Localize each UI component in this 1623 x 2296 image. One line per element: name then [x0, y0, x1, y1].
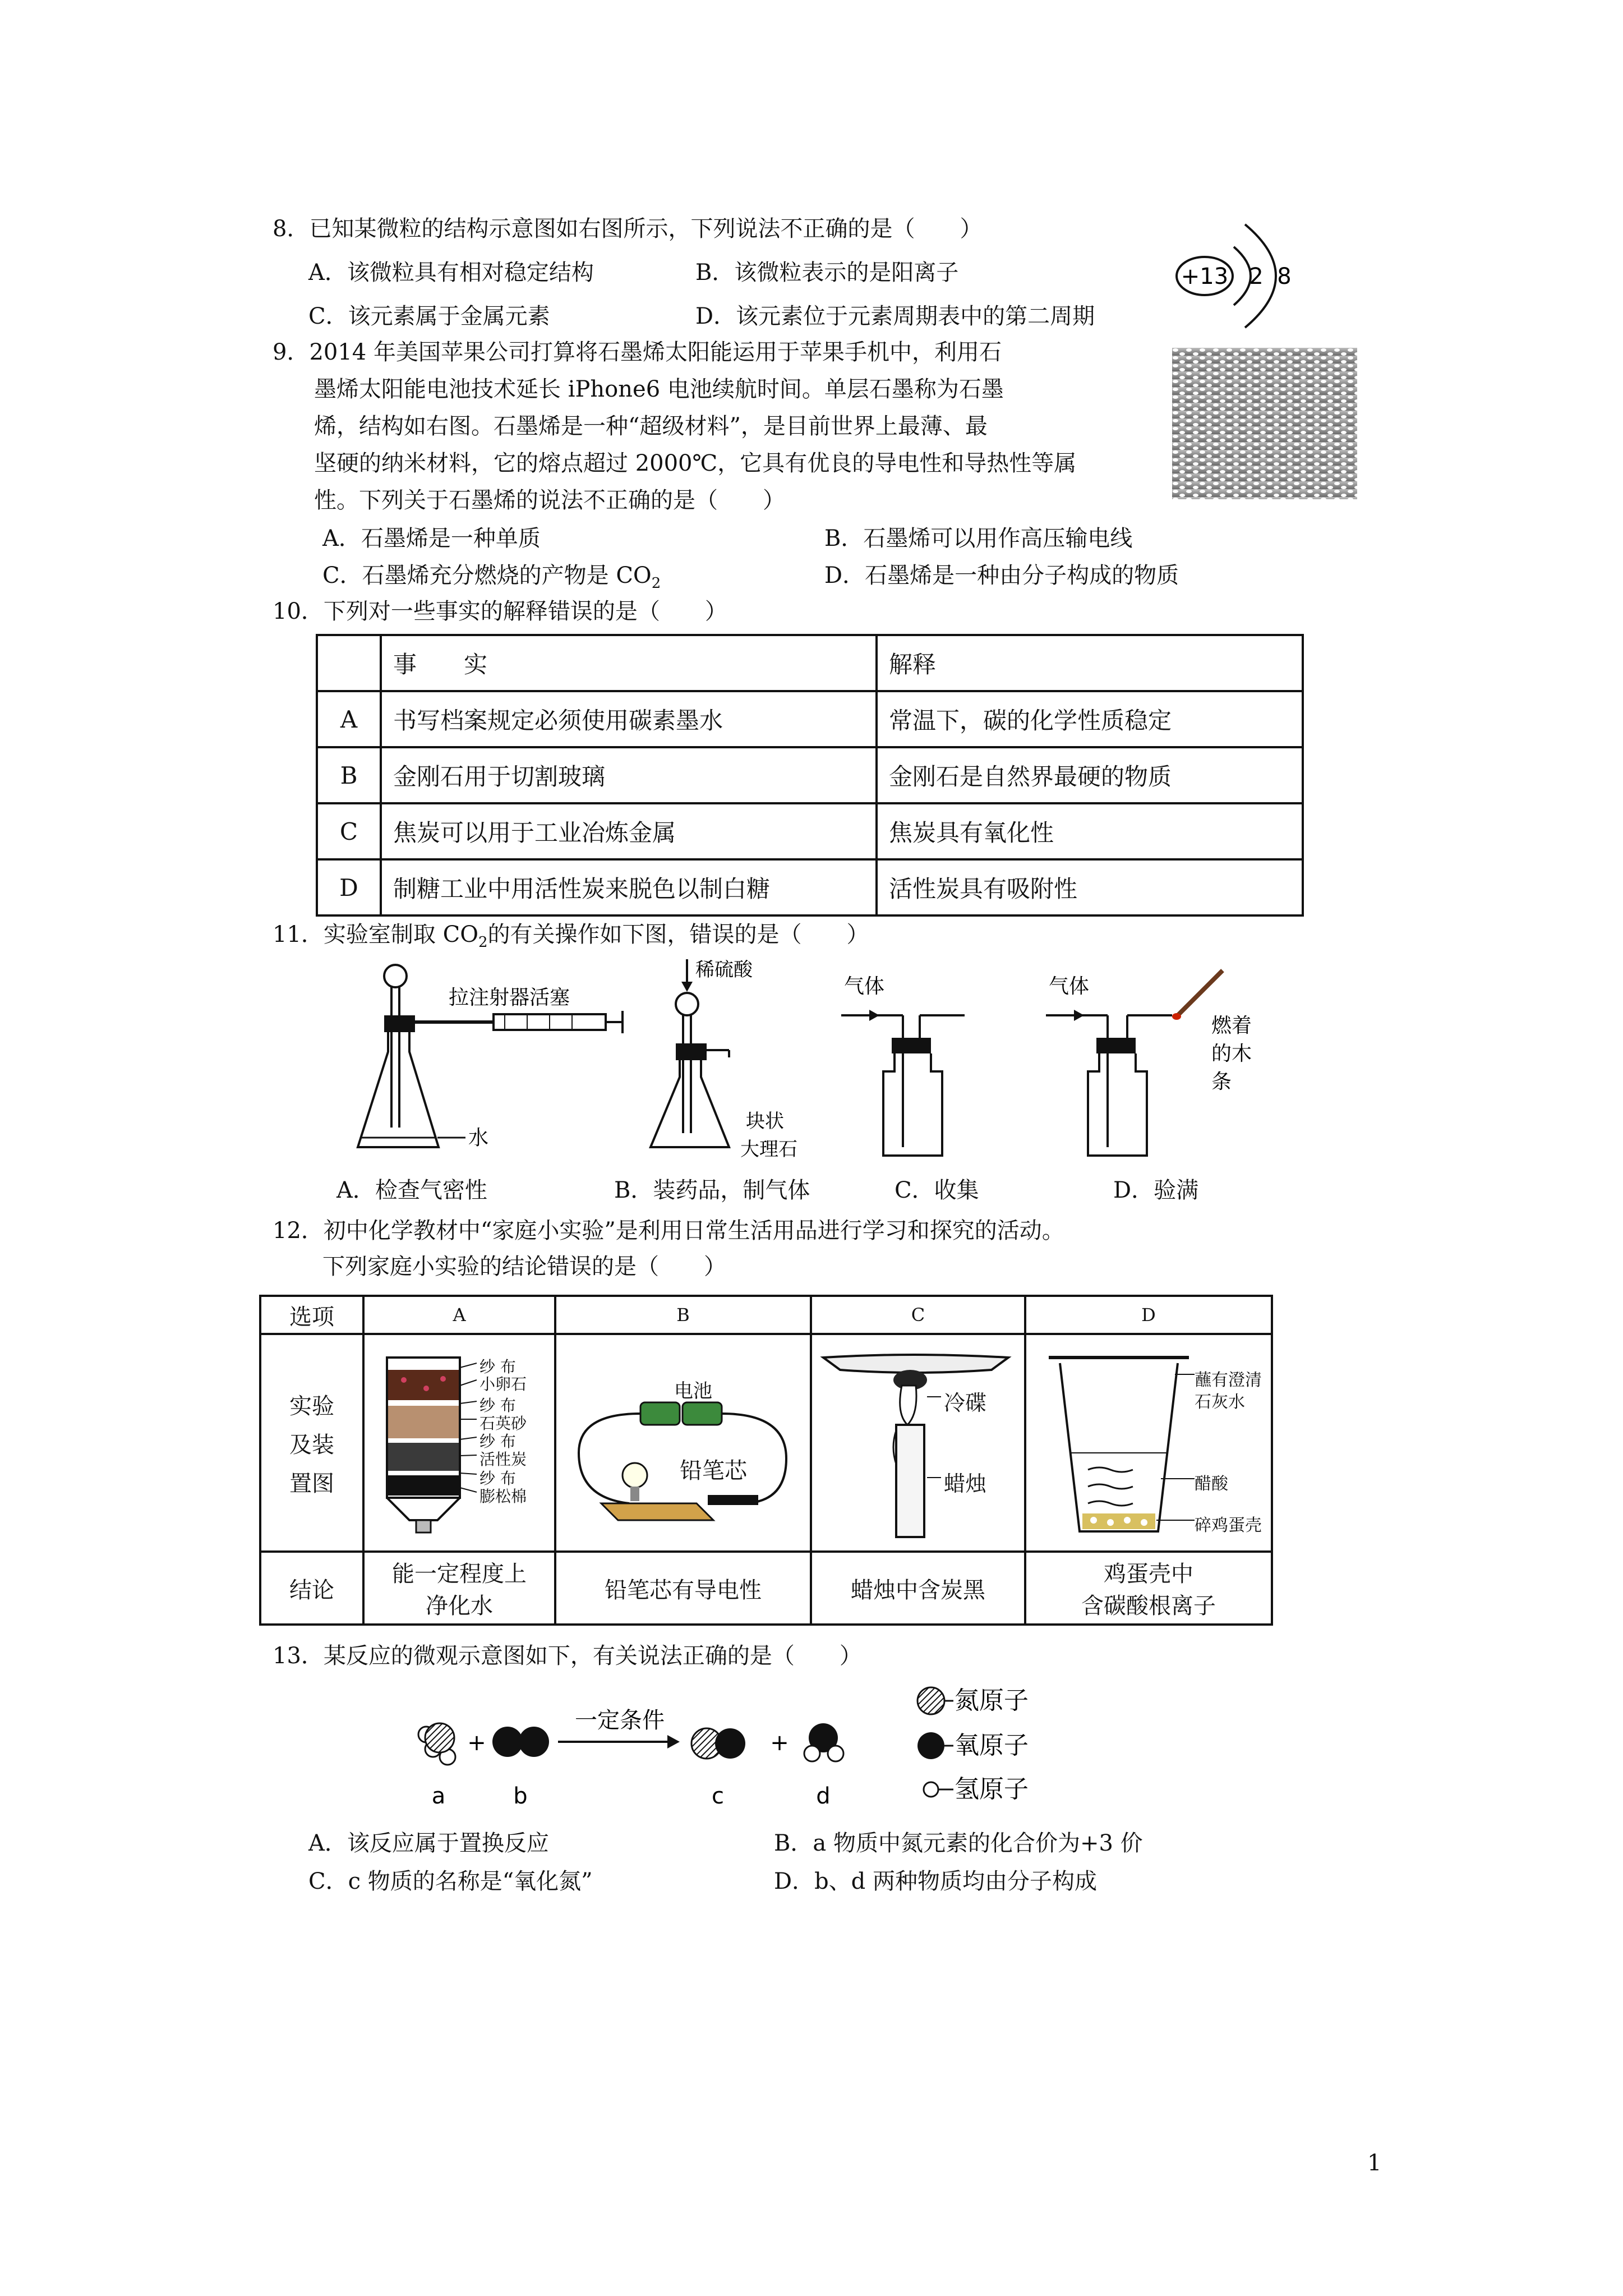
table-cell-fact: 金刚石用于切割玻璃 [381, 747, 877, 803]
stick-label-1: 燃着 [1211, 1014, 1252, 1037]
q13-option-b: B．a 物质中氮元素的化合价为+3 价 [774, 1830, 1143, 1856]
gas-d-label: 气体 [1049, 975, 1090, 998]
marble-label-2: 大理石 [740, 1138, 797, 1161]
limewater-label-2: 石灰水 [1195, 1392, 1245, 1412]
conclusion-line: 蜡烛中含炭黑 [851, 1577, 985, 1603]
water-filter-image [365, 1335, 554, 1550]
q11-stem: 11．实验室制取 $CO_2$的有关操作如下图，错误的是（ ） [273, 922, 869, 951]
filter-label: 纱 布 [479, 1432, 516, 1451]
q11-caption-c: C．收集 [895, 1177, 979, 1203]
candle-label: 蜡烛 [944, 1471, 987, 1496]
table-cell-explanation: 常温下，碳的化学性质稳定 [877, 691, 1303, 747]
molecule-c [691, 1728, 745, 1759]
limewater-label-1: 蘸有澄清 [1195, 1370, 1262, 1390]
conclusion-c [811, 1552, 1025, 1625]
conclusion-a [363, 1552, 555, 1625]
table-cell-fact: 焦炭可以用于工业冶炼金属 [381, 803, 877, 859]
experiment-a-filter [363, 1334, 555, 1552]
table-header-a: A [363, 1296, 555, 1334]
experiment-d-eggshell [1025, 1334, 1272, 1552]
q9-line-4: 坚硬的纳米材料，它的熔点超过 2000℃，它具有优良的导电性和导热性等属 [314, 450, 1077, 476]
filter-label: 膨松棉 [479, 1487, 527, 1506]
table-cell-fact: 书写档案规定必须使用碳素墨水 [381, 691, 877, 747]
filter-label: 纱 布 [479, 1396, 516, 1415]
conclusion-line: 铅笔芯有导电性 [605, 1577, 762, 1603]
conclusion-line: 能一定程度上 [392, 1561, 527, 1587]
filter-label: 石英砂 [479, 1414, 527, 1433]
q8-option-a: A．该微粒具有相对稳定结构 [308, 260, 594, 286]
conclusion-line: 含碳酸根离子 [1081, 1593, 1216, 1619]
legend-nitrogen: 氮原子 [955, 1686, 1029, 1715]
filter-label: 纱 布 [479, 1469, 516, 1488]
q13-option-a: A．该反应属于置换反应 [308, 1830, 549, 1856]
label-c: c [712, 1783, 724, 1809]
q10-fact-table [316, 634, 1304, 917]
label-b: b [513, 1783, 528, 1809]
table-cell [317, 635, 381, 691]
q11-caption-d: D．验满 [1113, 1177, 1199, 1203]
legend-hydrogen: 氢原子 [955, 1775, 1029, 1803]
experiment-c-candle [811, 1334, 1025, 1552]
table-header-c: C [811, 1296, 1025, 1334]
table-header-option: 选项 [260, 1296, 363, 1334]
cold-plate-label: 冷碟 [944, 1391, 987, 1415]
q8-option-c: C．该元素属于金属元素 [308, 303, 550, 329]
acid-label: 稀硫酸 [695, 959, 753, 981]
page-number: 1 [1367, 2150, 1382, 2176]
stick-label-2: 的木 [1211, 1042, 1252, 1065]
q9-line-3: 烯，结构如右图。石墨烯是一种“超级材料”，是目前世界上最薄、最 [314, 413, 988, 439]
q8-option-d: D．该元素位于元素周期表中的第二周期 [695, 303, 1095, 329]
experiment-b-circuit [555, 1334, 811, 1552]
plus-sign: + [467, 1730, 486, 1756]
q13-stem: 13．某反应的微观示意图如下，有关说法正确的是（ ） [273, 1643, 862, 1669]
eggshell-label: 碎鸡蛋壳 [1195, 1516, 1262, 1535]
reaction-micro-diagram [393, 1677, 1094, 1829]
q8-stem: 8．已知某微粒的结构示意图如右图所示，下列说法不正确的是（ ） [273, 216, 983, 242]
conclusion-line: 净化水 [426, 1593, 493, 1619]
vinegar-label: 醋酸 [1195, 1474, 1228, 1494]
q9-line-5: 性。下列关于石墨烯的说法不正确的是（ ） [314, 487, 785, 513]
conclusion-line: 鸡蛋壳中 [1104, 1561, 1193, 1587]
table-row [317, 747, 1303, 803]
row-label-line: 置图 [289, 1470, 334, 1497]
apparatus-a [358, 965, 623, 1149]
row-label-experiment [260, 1334, 363, 1552]
filter-label: 活性炭 [479, 1450, 527, 1469]
table-cell-fact: 制糖工业中用活性炭来脱色以制白糖 [381, 859, 877, 915]
q12-stem-line-2: 下列家庭小实验的结论错误的是（ ） [322, 1254, 726, 1280]
q9-option-c: C．石墨烯充分燃烧的产物是 $CO_2$ [322, 563, 661, 592]
q10-stem: 10．下列对一些事实的解释错误的是（ ） [273, 599, 727, 624]
q11-caption-a: A．检查气密性 [336, 1177, 487, 1203]
pencil-circuit-image [556, 1335, 810, 1550]
table-cell-explanation: 金刚石是自然界最硬的物质 [877, 747, 1303, 803]
table-cell-option: C [317, 803, 381, 859]
plus-sign: + [770, 1730, 789, 1756]
apparatus-b [651, 959, 797, 1161]
nucleus-charge: +13 [1181, 264, 1229, 289]
atomic-structure-diagram [1172, 213, 1318, 342]
filter-label: 小卵石 [479, 1375, 527, 1393]
table-header-d: D [1025, 1296, 1272, 1334]
molecule-b [492, 1727, 549, 1757]
apparatus-c [841, 975, 965, 1156]
conclusion-b [555, 1552, 811, 1625]
molecule-d [804, 1723, 843, 1761]
q9-line-2: 墨烯太阳能电池技术延长 iPhone6 电池续航时间。单层石墨称为石墨 [314, 376, 1004, 402]
table-row [317, 691, 1303, 747]
table-cell-option: A [317, 691, 381, 747]
table-row [260, 1296, 1272, 1334]
marble-label-1: 块状 [746, 1110, 784, 1133]
q9-option-d: D．石墨烯是一种由分子构成的物质 [824, 563, 1179, 588]
table-row [260, 1552, 1272, 1625]
syringe-label: 拉注射器活塞 [449, 986, 570, 1009]
q11-caption-b: B．装药品，制气体 [614, 1177, 810, 1203]
row-label-conclusion: 结论 [260, 1552, 363, 1625]
table-header-explanation: 解释 [877, 635, 1303, 691]
pencil-lead-label: 铅笔芯 [680, 1458, 747, 1484]
row-label-line: 实验 [289, 1393, 334, 1419]
label-a: a [431, 1783, 446, 1809]
graphene-structure-image [1172, 348, 1357, 499]
table-row [317, 803, 1303, 859]
table-row [260, 1334, 1272, 1552]
q13-option-d: D．b、d 两种物质均由分子构成 [774, 1869, 1097, 1894]
table-row [317, 635, 1303, 691]
gas-c-label: 气体 [844, 975, 885, 998]
atom-legend [917, 1686, 1029, 1803]
co2-apparatus-diagram [336, 959, 1301, 1167]
candle-plate-image [812, 1335, 1024, 1550]
water-label: 水 [468, 1126, 489, 1149]
table-cell-explanation: 活性炭具有吸附性 [877, 859, 1303, 915]
legend-oxygen: 氧原子 [955, 1731, 1029, 1760]
q9-option-b: B．石墨烯可以用作高压输电线 [824, 526, 1133, 551]
molecule-a [418, 1723, 455, 1765]
filter-label: 纱 布 [479, 1358, 516, 1376]
table-row [317, 859, 1303, 915]
q9-line-1: 9．2014 年美国苹果公司打算将石墨烯太阳能运用于苹果手机中，利用石 [273, 339, 1002, 365]
battery-label: 电池 [674, 1380, 712, 1402]
table-cell-option: D [317, 859, 381, 915]
conclusion-d [1025, 1552, 1272, 1625]
shell-1-electrons: 2 [1249, 264, 1264, 289]
q13-option-c: C．c 物质的名称是“氧化氮” [308, 1869, 593, 1894]
table-header-fact: 事 实 [381, 635, 877, 691]
row-label-line: 及装 [289, 1432, 334, 1458]
stick-label-3: 条 [1211, 1070, 1232, 1093]
shell-2-electrons: 8 [1277, 264, 1292, 289]
reaction-condition: 一定条件 [575, 1708, 665, 1733]
table-header-b: B [555, 1296, 811, 1334]
q8-option-b: B．该微粒表示的是阳离子 [695, 260, 959, 286]
q12-stem-line-1: 12．初中化学教材中“家庭小实验”是利用日常生活用品进行学习和探究的活动。 [273, 1218, 1064, 1244]
q9-option-a: A．石墨烯是一种单质 [322, 526, 541, 551]
label-d: d [816, 1783, 831, 1809]
q12-experiment-table [259, 1295, 1273, 1626]
table-cell-explanation: 焦炭具有氧化性 [877, 803, 1303, 859]
table-cell-option: B [317, 747, 381, 803]
apparatus-d [1046, 970, 1252, 1156]
